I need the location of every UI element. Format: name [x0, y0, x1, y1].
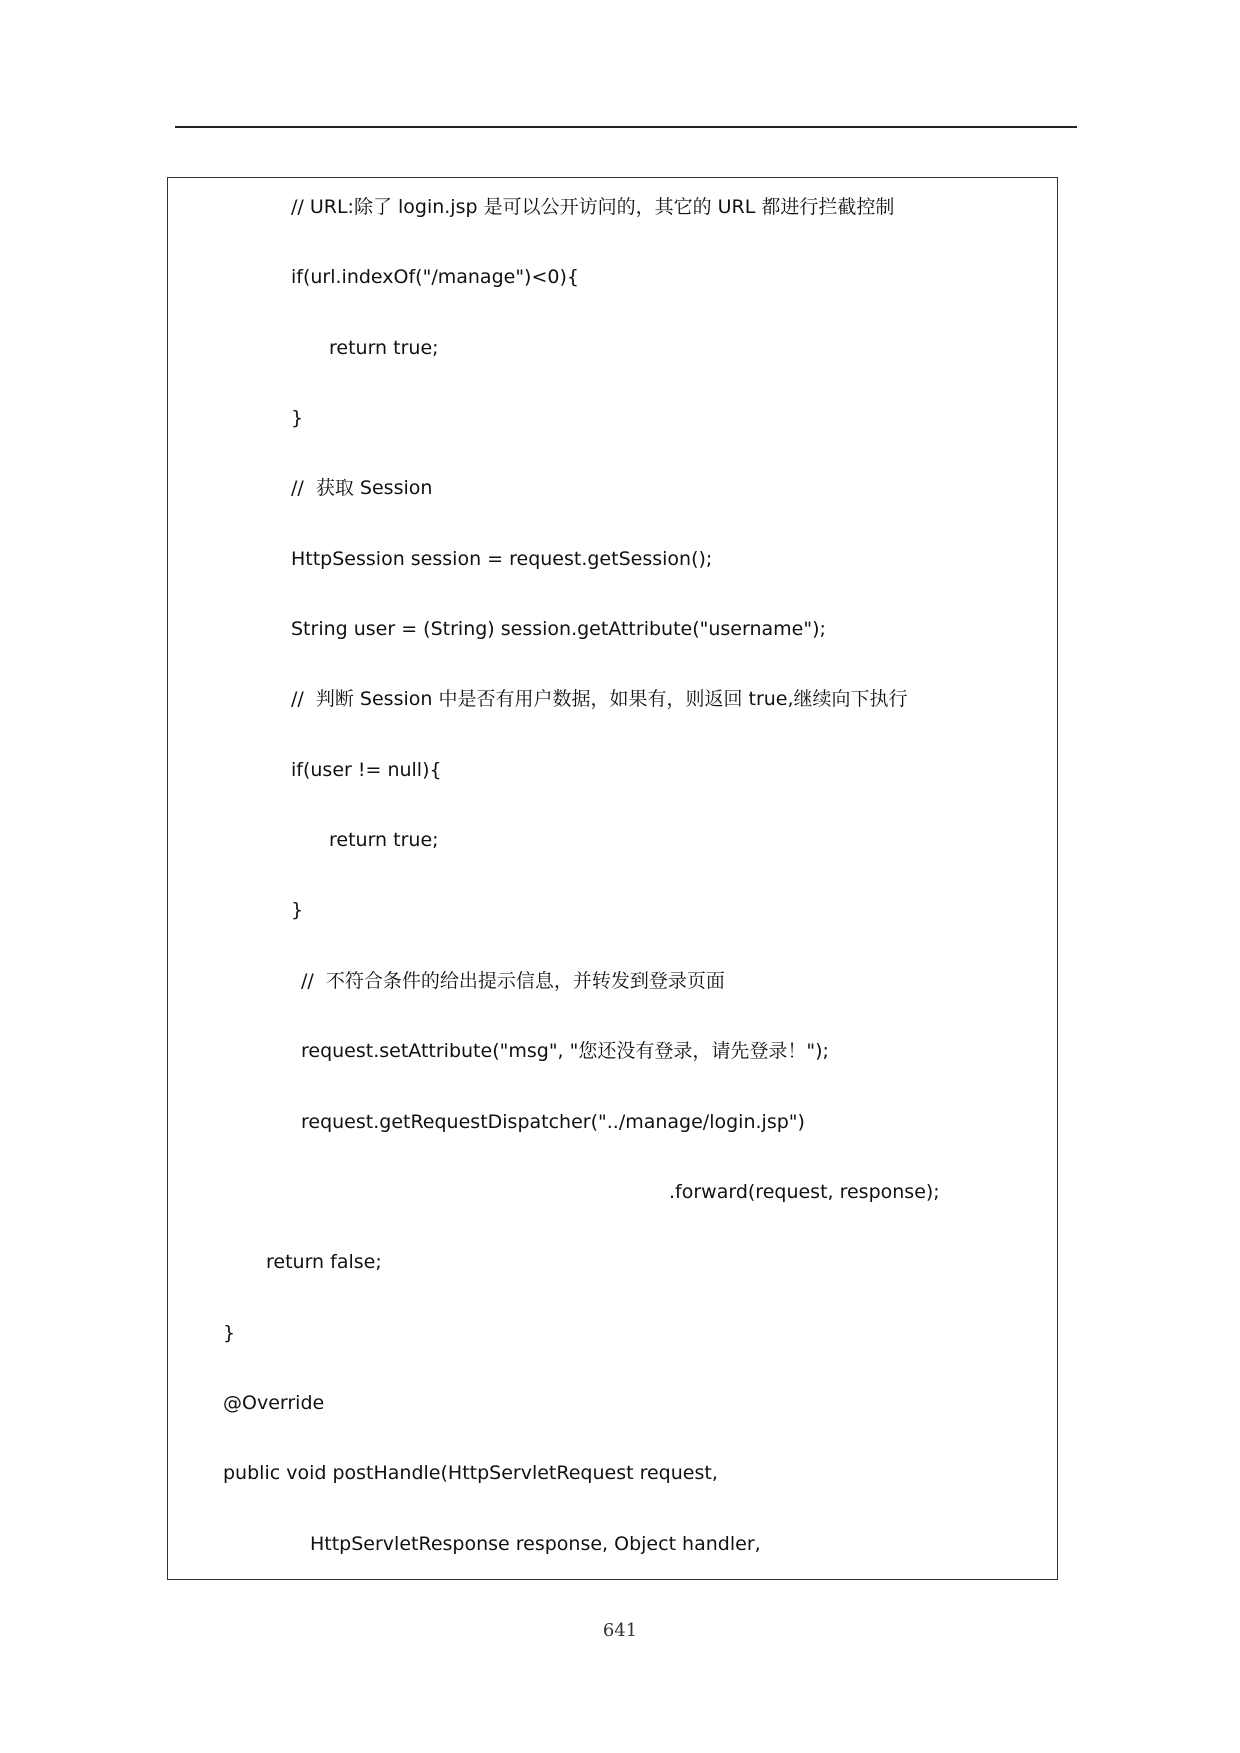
code-line-close-brace-2: } [291, 899, 304, 921]
code-line-return-true-1: return true; [329, 337, 439, 359]
code-line-override: @Override [223, 1392, 325, 1414]
code-line-get-dispatcher: request.getRequestDispatcher("../manage/login.jsp") [301, 1111, 805, 1133]
code-line-set-attribute: request.setAttribute("msg", "您还没有登录，请先登录！"); [301, 1040, 829, 1062]
code-line-get-user: String user = (String) session.getAttribute("username"); [291, 618, 826, 640]
code-line-comment-check: // 判断 Session 中是否有用户数据，如果有，则返回 true,继续向下执行 [291, 688, 908, 710]
code-box [167, 177, 1058, 1580]
code-line-get-session: HttpSession session = request.getSession(); [291, 548, 713, 570]
code-line-comment-session: // 获取 Session [291, 477, 433, 499]
code-line-comment-forward: // 不符合条件的给出提示信息，并转发到登录页面 [301, 970, 725, 992]
code-line-forward: .forward(request, response); [669, 1181, 940, 1203]
code-line-comment-url: // URL:除了 login.jsp 是可以公开访问的，其它的 URL 都进行拦截控制 [291, 196, 895, 218]
code-line-close-brace-1: } [291, 407, 304, 429]
code-line-if-user: if(user != null){ [291, 759, 442, 781]
header-rule [175, 126, 1077, 128]
code-line-if-url: if(url.indexOf("/manage")<0){ [291, 266, 579, 288]
code-line-return-true-2: return true; [329, 829, 439, 851]
code-line-post-handle: public void postHandle(HttpServletRequest request, [223, 1462, 718, 1484]
code-line-close-brace-3: } [223, 1322, 236, 1344]
code-line-return-false: return false; [266, 1251, 382, 1273]
page-number: 641 [602, 1620, 638, 1641]
code-line-post-handle-params: HttpServletResponse response, Object handler, [310, 1533, 761, 1555]
